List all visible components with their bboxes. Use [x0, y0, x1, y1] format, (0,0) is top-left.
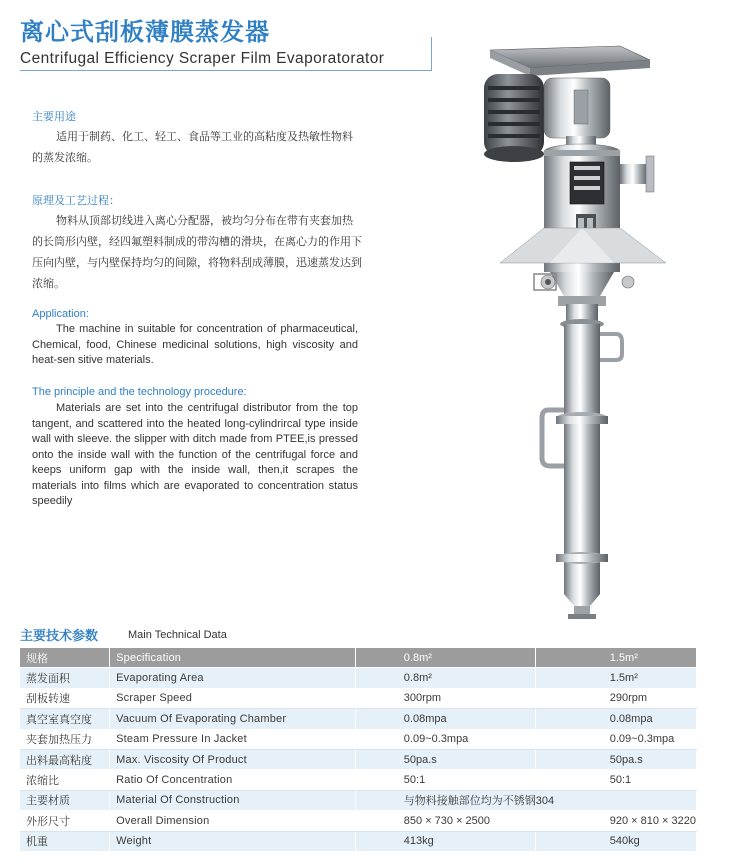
cell-v2: 290rpm — [535, 688, 696, 708]
table-row — [20, 729, 697, 749]
cell-v1: 50pa.s — [355, 749, 535, 769]
table-row — [20, 790, 697, 810]
cell-en: Weight — [110, 831, 356, 851]
cell-cn: 真空室真空度 — [20, 709, 110, 729]
cell-cn: 规格 — [20, 648, 110, 668]
table-row — [20, 770, 697, 790]
title-rule — [20, 70, 432, 71]
cell-v2: 1.5m² — [535, 668, 696, 688]
cell-v1: 0.8m² — [355, 648, 535, 668]
cell-en: Overall Dimension — [110, 811, 356, 831]
principle-heading: 原理及工艺过程： — [32, 195, 120, 207]
cell-cn: 主要材质 — [20, 790, 110, 810]
cell-cn: 外形尺寸 — [20, 811, 110, 831]
cell-cn: 浓缩比 — [20, 770, 110, 790]
title-en: Centrifugal Efficiency Scraper Film Evaporatorator — [20, 50, 385, 67]
procedure-text: Materials are set into the centrifugal distributor from the top tangent, and scattered into the heated long-cylindrircal type inside wall with sleeve. the slipper with ditch made from PTEE,is pressed onto the inside wall with the function of the centrifugal force and keeps uniform gap with the inside wall, then,it scrapes the materials into films which are evaporated to concentration status speedily — [32, 402, 358, 507]
cell-cn: 机重 — [20, 831, 110, 851]
cell-v1: 0.09~0.3mpa — [355, 729, 535, 749]
cell-v1: 与物料接触部位均为不锈钢304 — [355, 790, 696, 810]
cell-v1: 0.08mpa — [355, 709, 535, 729]
usage-text: 适用于制药、化工、轻工、食品等工业的高粘度及热敏性物料的蒸发浓缩。 — [32, 130, 353, 164]
table-row — [20, 811, 697, 831]
cell-en: Scraper Speed — [110, 688, 356, 708]
cell-cn: 刮板转速 — [20, 688, 110, 708]
cell-en: Ratio Of Concentration — [110, 770, 356, 790]
cell-en: Steam Pressure In Jacket — [110, 729, 356, 749]
table-row — [20, 749, 697, 769]
application-heading: Application: — [32, 308, 89, 320]
cell-en: Specification — [110, 648, 356, 668]
cell-v2: 50:1 — [535, 770, 696, 790]
usage-heading: 主要用途 — [32, 111, 76, 123]
specs-title: 主要技术参数 — [20, 629, 99, 644]
cell-v2: 50pa.s — [535, 749, 696, 769]
cell-v2: 1.5m² — [535, 648, 696, 668]
cell-v1: 413kg — [355, 831, 535, 851]
evaporator-illustration — [470, 38, 690, 623]
specs-table — [20, 648, 697, 852]
principle-text: 物料从顶部切线进入离心分配器，被均匀分布在带有夹套加热的长筒形内壁，经四氟塑料制成的带沟槽的滑块，在离心力的作用下压向内壁，与内壁保持均匀的间隙，将物料刮成薄膜，迅速蒸发达到浓缩。 — [32, 214, 362, 290]
title-rule-end — [431, 37, 432, 71]
application-text: The machine in suitable for concentration of pharmaceutical, Chemical, food, Chinese medicinal solutions, high viscosity and heat-sen sitive materials. — [32, 323, 358, 366]
table-row — [20, 831, 697, 851]
cell-cn: 出料最高粘度 — [20, 749, 110, 769]
specs-header-row — [20, 648, 697, 668]
cell-cn: 蒸发面积 — [20, 668, 110, 688]
cell-v2: 920 × 810 × 3220 — [535, 811, 696, 831]
cell-en: Evaporating Area — [110, 668, 356, 688]
cell-v1: 850 × 730 × 2500 — [355, 811, 535, 831]
procedure-heading: The principle and the technology procedure: — [32, 386, 247, 398]
specs-subtitle: Main Technical Data — [128, 629, 227, 641]
table-row — [20, 668, 697, 688]
cell-v1: 0.8m² — [355, 668, 535, 688]
cell-en: Vacuum Of Evaporating Chamber — [110, 709, 356, 729]
cell-v1: 50:1 — [355, 770, 535, 790]
table-row — [20, 688, 697, 708]
title-cn: 离心式刮板薄膜蒸发器 — [20, 18, 270, 46]
table-row — [20, 709, 697, 729]
cell-v2: 540kg — [535, 831, 696, 851]
cell-en: Max. Viscosity Of Product — [110, 749, 356, 769]
cell-v2: 0.08mpa — [535, 709, 696, 729]
cell-v2: 0.09~0.3mpa — [535, 729, 696, 749]
cell-en: Material Of Construction — [110, 790, 356, 810]
cell-v1: 300rpm — [355, 688, 535, 708]
cell-cn: 夹套加热压力 — [20, 729, 110, 749]
